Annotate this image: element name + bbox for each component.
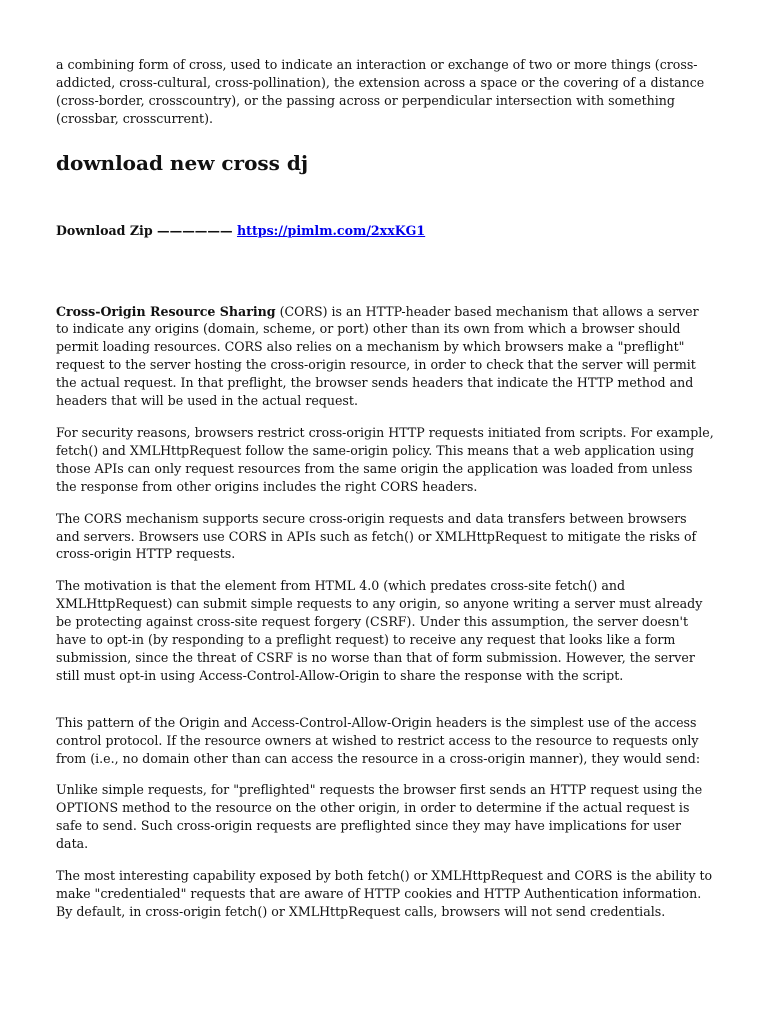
security-paragraph: For security reasons, browsers restrict cross-origin HTTP requests initiated from scripts. For example, fetch() and XMLHttpRequest follow the same-origin policy. This means that a web application using those APIs can only request resources from the same origin the application was loaded from unless the response from other origins includes the right CORS headers. xyxy=(56,424,714,494)
cors-intro-paragraph xyxy=(56,303,714,410)
download-label: Download Zip —————— xyxy=(56,222,233,238)
download-line xyxy=(56,222,714,240)
intro-paragraph: a combining form of cross, used to indicate an interaction or exchange of two or more things (cross-addicted, cross-cultural, cross-pollination), the extension across a space or the covering of a distance (cross-border, crosscountry), or the passing across or perpendicular intersection with something (crossbar, crosscurrent). xyxy=(56,57,705,126)
cors-intro-text: (CORS) is an HTTP-header based mechanism that allows a server to indicate any origins (domain, scheme, or port) other than its own from which a browser should permit loading resources. CORS also relies on a mechanism by which browsers make a "preflight" request to the server hosting the cross-origin resource, in order to check that the server will permit the actual request. In that preflight, the browser sends headers that indicate the HTTP method and headers that will be used in the actual request. xyxy=(56,303,699,409)
preflight-paragraph: Unlike simple requests, for "preflighted" requests the browser first sends an HTTP request using the OPTIONS method to the resource on the other origin, in order to determine if the actual request is safe to send. Such cross-origin requests are preflighted since they may have implications for user data. xyxy=(56,782,703,852)
origin-pattern-paragraph: This pattern of the Origin and Access-Control-Allow-Origin headers is the simplest use of the access control protocol. If the resource owners at wished to restrict access to the resource to requests only from (i.e., no domain other than can access the resource in a cross-origin manner), they would send: xyxy=(56,714,701,766)
credentials-paragraph: The most interesting capability exposed by both fetch() or XMLHttpRequest and CORS is the ability to make "credentialed" requests that are aware of HTTP cookies and HTTP Authentication information. By default, in cross-origin fetch() or XMLHttpRequest calls, browsers will not send credentials. xyxy=(56,868,713,919)
motivation-paragraph: The motivation is that the element from HTML 4.0 (which predates cross-site fetch() and XMLHttpRequest) can submit simple requests to any origin, so anyone writing a server must already be protecting against cross-site request forgery (CSRF). Under this assumption, the server doesn't have to opt-in (by responding to a preflight request) to receive any request that looks like a form submission, since the threat of CSRF is no worse than that of form submission. However, the server still must opt-in using Access-Control-Allow-Origin to share the response with the script. xyxy=(56,578,703,683)
page-title: download new cross dj xyxy=(56,150,309,175)
cors-term: Cross-Origin Resource Sharing xyxy=(56,303,276,319)
cors-mechanism-paragraph: The CORS mechanism supports secure cross-origin requests and data transfers between browsers and servers. Browsers use CORS in APIs such as fetch() or XMLHttpRequest to mitigate the risks of cross-origin HTTP requests. xyxy=(56,510,697,562)
download-link[interactable]: https://pimlm.com/2xxKG1 xyxy=(236,222,426,238)
